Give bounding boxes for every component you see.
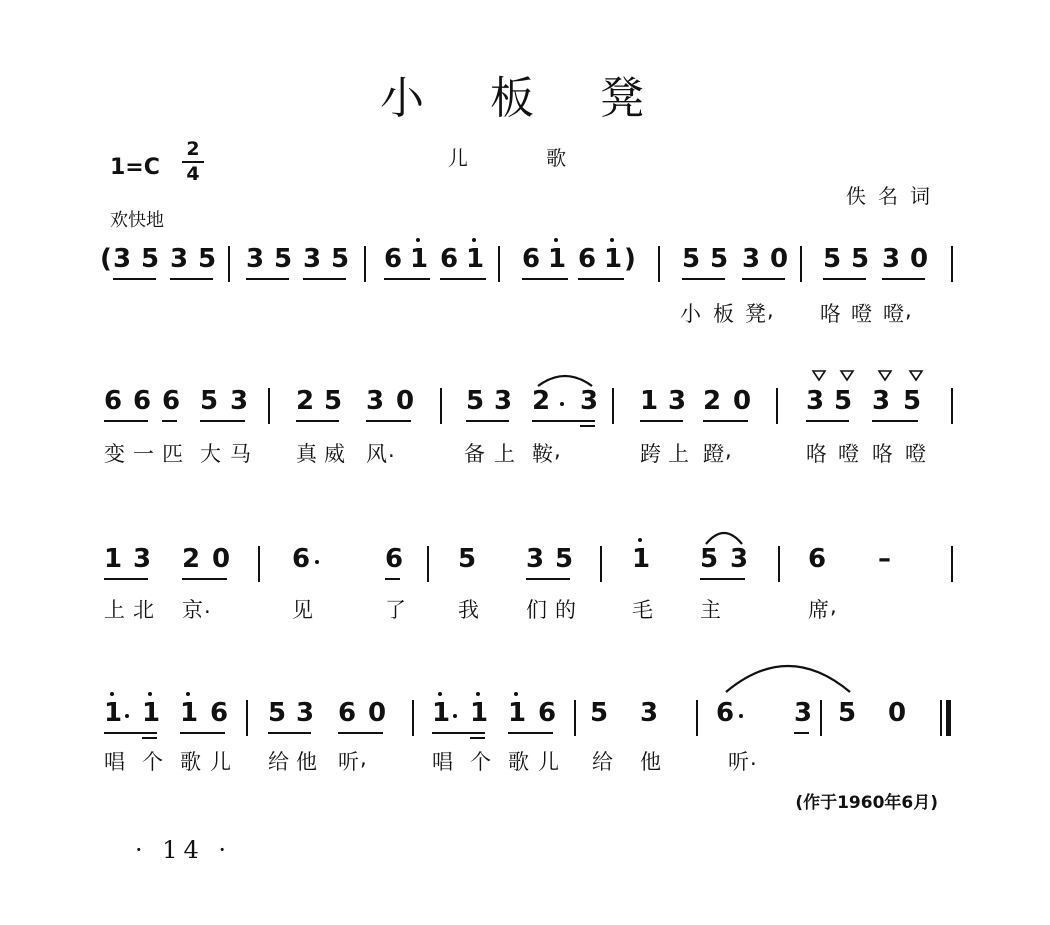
note: 1 [104,544,123,574]
lyric-syllable: 变 [104,442,125,466]
lyric-syllable: 一 [133,442,154,466]
note: 5 [200,386,219,416]
note: 3 [872,386,891,416]
time-numerator: 2 [186,138,200,160]
note: 1 [632,544,651,574]
note: 5 [466,386,485,416]
note: 5 [141,244,160,274]
note: 2 [703,386,722,416]
lyric-syllable: 唱 [104,750,125,774]
note: 5 [851,244,870,274]
lyric-syllable: , [360,746,367,770]
note: 5 [682,244,701,274]
note: 6 [808,544,827,574]
note: 3 [742,244,761,274]
lyric-syllable: 噔 [851,302,872,326]
note: 0 [910,244,929,274]
lyric-syllable: 唱 [432,750,453,774]
note: 0 [733,386,752,416]
lyric-syllable: . [388,438,395,462]
note: 1 [466,244,485,274]
lyric-syllable: 毛 [632,598,653,622]
note: 1 [548,244,567,274]
lyric-syllable: 噔 [838,442,859,466]
lyric-syllable: 大 [200,442,221,466]
note: 3 [296,698,315,728]
note: 1 [508,698,527,728]
lyric-syllable: 给 [268,750,289,774]
lyric-syllable: 噔 [883,302,904,326]
page-number: · 14 · [135,836,233,864]
lyric-syllable: 席 [808,598,829,622]
note: 2 [532,386,551,416]
note: 5 [555,544,574,574]
note: 1 [410,244,429,274]
lyric-syllable: 我 [458,598,479,622]
song-title: 小 板 凳 [380,73,670,124]
accent-mark [909,370,923,382]
lyric-syllable: 咯 [806,442,827,466]
note: 6 [384,244,403,274]
note: 2 [296,386,315,416]
note: 2 [182,544,201,574]
note: 6 [440,244,459,274]
lyric-syllable: 凳 [745,302,766,326]
lyric-syllable: 跨 [640,442,661,466]
dash-extension: – [878,544,891,574]
lyric-syllable: 上 [494,442,515,466]
accent-mark [840,370,854,382]
note: 5 [324,386,343,416]
note: 6 [538,698,557,728]
lyric-syllable: 蹬 [703,442,724,466]
key-signature: 1=C [110,155,160,180]
note: 5 [198,244,217,274]
lyric-syllable: 真 [296,442,317,466]
note: 6 [210,698,229,728]
bracket: ) [624,244,636,274]
note: 3 [580,386,599,416]
note: 5 [834,386,853,416]
note: 1 [432,698,451,728]
lyric-syllable: 主 [700,598,721,622]
lyric-syllable: 他 [640,750,661,774]
note: 5 [331,244,350,274]
lyric-syllable: 北 [133,598,154,622]
note: 5 [590,698,609,728]
note: 0 [368,698,387,728]
note: 5 [700,544,719,574]
note: 6 [104,386,123,416]
lyric-syllable: 风 [366,442,387,466]
note: 3 [170,244,189,274]
note: 3 [246,244,265,274]
lyric-syllable: 威 [324,442,345,466]
lyric-syllable: 他 [296,750,317,774]
note: 6 [338,698,357,728]
lyric-syllable: 匹 [162,442,183,466]
lyric-syllable: , [725,438,732,462]
lyric-syllable: 们 [526,598,547,622]
lyric-syllable: . [204,594,211,618]
lyric-syllable: 歌 [508,750,529,774]
note: 3 [113,244,132,274]
lyric-syllable: 备 [464,442,485,466]
composition-note: (作于1960年6月) [795,793,938,813]
accent-mark [878,370,892,382]
note: 5 [458,544,477,574]
lyric-syllable: 咯 [820,302,841,326]
note: 3 [882,244,901,274]
note: 1 [640,386,659,416]
lyric-syllable: 的 [555,598,576,622]
note: 3 [494,386,513,416]
lyric-syllable: 京 [182,598,203,622]
lyric-syllable: 马 [230,442,251,466]
note: 1 [604,244,623,274]
note: 3 [526,544,545,574]
lyric-syllable: 儿 [210,750,231,774]
time-denominator: 4 [186,163,200,185]
note: 1 [470,698,489,728]
note: 6 [578,244,597,274]
lyricist-credit: 佚名词 [846,184,942,208]
note: 6 [716,698,735,728]
note: 6 [133,386,152,416]
note: 0 [770,244,789,274]
lyric-syllable: 歌 [180,750,201,774]
note: 5 [823,244,842,274]
note: 5 [838,698,857,728]
lyric-syllable: 听 [728,750,749,774]
song-genre: 儿 歌 [447,146,603,170]
note: 1 [180,698,199,728]
note: 5 [274,244,293,274]
lyric-syllable: , [830,594,837,618]
lyric-syllable: 见 [292,598,313,622]
lyric-syllable: 听 [338,750,359,774]
note: 5 [903,386,922,416]
lyric-syllable: 个 [142,750,163,774]
lyric-syllable: . [750,746,757,770]
note: 3 [730,544,749,574]
note: 6 [385,544,404,574]
note: 0 [212,544,231,574]
lyric-syllable: , [767,298,774,322]
note: 1 [104,698,123,728]
lyric-syllable: 小 [680,302,701,326]
note: 5 [710,244,729,274]
lyric-syllable: 鞍 [532,442,553,466]
lyric-syllable: , [905,298,912,322]
note: 5 [268,698,287,728]
note: 3 [794,698,813,728]
accent-mark [812,370,826,382]
lyric-syllable: 了 [385,598,406,622]
tempo-marking: 欢快地 [110,210,164,231]
lyric-syllable: 噔 [905,442,926,466]
note: 3 [303,244,322,274]
note: 3 [230,386,249,416]
bracket: ( [100,244,112,274]
note: 3 [806,386,825,416]
note: 3 [668,386,687,416]
lyric-syllable: 上 [104,598,125,622]
note: 3 [133,544,152,574]
note: 6 [292,544,311,574]
note: 3 [366,386,385,416]
note: 6 [162,386,181,416]
note: 6 [522,244,541,274]
note: 0 [888,698,907,728]
lyric-syllable: 给 [592,750,613,774]
lyric-syllable: , [554,438,561,462]
lyric-syllable: 儿 [538,750,559,774]
lyric-syllable: 个 [470,750,491,774]
note: 3 [640,698,659,728]
lyric-syllable: 板 [713,302,734,326]
note: 1 [142,698,161,728]
lyric-syllable: 咯 [872,442,893,466]
lyric-syllable: 上 [668,442,689,466]
note: 0 [396,386,415,416]
